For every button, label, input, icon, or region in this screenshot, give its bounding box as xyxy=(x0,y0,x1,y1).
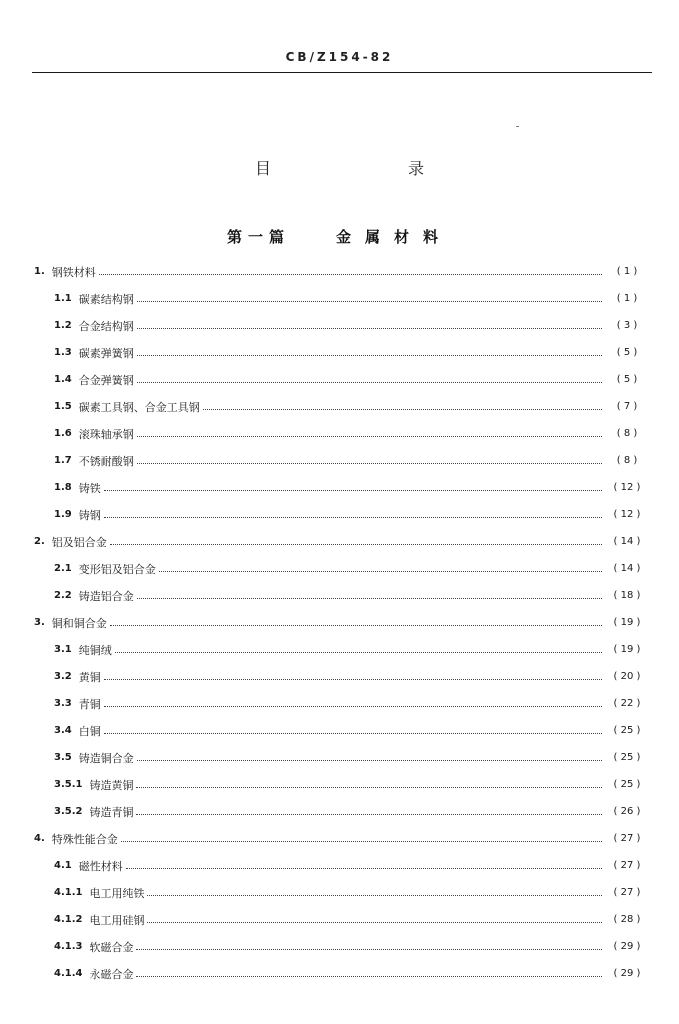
toc-entry-number: 4.1.3 xyxy=(54,941,83,952)
toc-entry-page: ( 29 ) xyxy=(613,968,641,979)
toc-entry[interactable] xyxy=(0,312,679,339)
toc-entry-number: 1.6 xyxy=(54,428,72,439)
toc-entry[interactable] xyxy=(0,393,679,420)
toc-entry[interactable] xyxy=(0,366,679,393)
toc-entry[interactable] xyxy=(0,744,679,771)
dot-leader xyxy=(110,625,602,626)
part-heading xyxy=(0,226,679,247)
toc-entry[interactable] xyxy=(0,879,679,906)
toc-entry-number: 1.1 xyxy=(54,293,72,304)
dot-leader xyxy=(126,868,602,869)
dot-leader xyxy=(137,760,602,761)
toc-entry[interactable] xyxy=(0,420,679,447)
dot-leader xyxy=(110,544,602,545)
table-of-contents xyxy=(0,258,679,987)
toc-entry-title: 磁性材料 xyxy=(78,859,123,873)
toc-entry-title: 铸造黄铜 xyxy=(89,778,134,792)
toc-entry-page: ( 3 ) xyxy=(616,320,638,331)
toc-entry[interactable] xyxy=(0,501,679,528)
toc-entry-number: 2.1 xyxy=(54,563,72,574)
toc-entry-title: 变形铝及铝合金 xyxy=(78,562,156,576)
dot-leader xyxy=(104,490,602,491)
toc-entry-number: 4.1 xyxy=(54,860,72,871)
toc-entry-number: 3.3 xyxy=(54,698,72,709)
toc-entry[interactable] xyxy=(0,690,679,717)
dot-leader xyxy=(104,733,602,734)
document-code: CB/Z154-82 xyxy=(285,50,394,64)
toc-entry-page: ( 25 ) xyxy=(613,752,641,763)
dot-leader xyxy=(137,328,602,329)
dot-leader xyxy=(121,841,602,842)
toc-entry[interactable] xyxy=(0,447,679,474)
toc-entry-page: ( 5 ) xyxy=(616,374,638,385)
toc-entry-title: 铜和铜合金 xyxy=(51,616,107,630)
toc-entry-page: ( 14 ) xyxy=(613,563,641,574)
toc-entry-page: ( 25 ) xyxy=(613,779,641,790)
dot-leader xyxy=(137,436,602,437)
toc-entry-number: 3.2 xyxy=(54,671,72,682)
scan-speck xyxy=(516,126,519,127)
toc-entry-number: 1.7 xyxy=(54,455,72,466)
dot-leader xyxy=(136,814,602,815)
toc-entry-number: 3. xyxy=(34,617,45,628)
toc-entry-number: 4.1.2 xyxy=(54,914,83,925)
dot-leader xyxy=(115,652,602,653)
toc-entry-title: 软磁合金 xyxy=(89,940,134,954)
toc-entry-page: ( 14 ) xyxy=(613,536,641,547)
dot-leader xyxy=(203,409,602,410)
toc-entry-page: ( 12 ) xyxy=(613,509,641,520)
toc-entry-title: 白铜 xyxy=(78,724,101,738)
toc-entry[interactable] xyxy=(0,339,679,366)
toc-entry-title: 碳素弹簧钢 xyxy=(78,346,134,360)
toc-entry-page: ( 19 ) xyxy=(613,617,641,628)
dot-leader xyxy=(147,922,602,923)
toc-entry[interactable] xyxy=(0,852,679,879)
toc-entry-page: ( 5 ) xyxy=(616,347,638,358)
toc-entry-number: 1.4 xyxy=(54,374,72,385)
toc-entry-page: ( 27 ) xyxy=(613,833,641,844)
toc-entry[interactable] xyxy=(0,906,679,933)
toc-entry-title: 纯铜绒 xyxy=(78,643,112,657)
toc-entry[interactable] xyxy=(0,663,679,690)
toc-entry-page: ( 20 ) xyxy=(613,671,641,682)
dot-leader xyxy=(137,355,602,356)
toc-entry[interactable] xyxy=(0,609,679,636)
toc-entry-number: 3.5 xyxy=(54,752,72,763)
toc-entry-page: ( 8 ) xyxy=(616,428,638,439)
toc-entry-page: ( 22 ) xyxy=(613,698,641,709)
dot-leader xyxy=(137,301,602,302)
dot-leader xyxy=(104,706,602,707)
toc-entry[interactable] xyxy=(0,474,679,501)
page-title: 目 录 xyxy=(254,159,491,178)
toc-entry-number: 3.5.2 xyxy=(54,806,83,817)
toc-entry-title: 永磁合金 xyxy=(89,967,134,981)
toc-entry[interactable] xyxy=(0,825,679,852)
toc-entry-title: 钢铁材料 xyxy=(51,265,96,279)
toc-entry[interactable] xyxy=(0,582,679,609)
toc-entry-title: 黄铜 xyxy=(78,670,101,684)
toc-entry-title: 铸造青铜 xyxy=(89,805,134,819)
toc-entry-title: 合金弹簧钢 xyxy=(78,373,134,387)
toc-entry-number: 4.1.4 xyxy=(54,968,83,979)
dot-leader xyxy=(104,679,602,680)
dot-leader xyxy=(147,895,602,896)
toc-entry-number: 1.8 xyxy=(54,482,72,493)
toc-entry-number: 4. xyxy=(34,833,45,844)
toc-entry[interactable] xyxy=(0,933,679,960)
toc-entry-title: 铸造铜合金 xyxy=(78,751,134,765)
toc-entry-page: ( 1 ) xyxy=(616,266,638,277)
toc-entry[interactable] xyxy=(0,285,679,312)
toc-entry-title: 铸钢 xyxy=(78,508,101,522)
dot-leader xyxy=(136,976,602,977)
toc-entry-number: 1.5 xyxy=(54,401,72,412)
toc-entry-page: ( 18 ) xyxy=(613,590,641,601)
toc-entry[interactable] xyxy=(0,717,679,744)
toc-entry-number: 3.5.1 xyxy=(54,779,83,790)
dot-leader xyxy=(137,463,602,464)
toc-entry[interactable] xyxy=(0,555,679,582)
dot-leader xyxy=(99,274,602,275)
toc-entry-title: 铝及铝合金 xyxy=(51,535,107,549)
toc-entry-page: ( 7 ) xyxy=(616,401,638,412)
toc-entry-page: ( 12 ) xyxy=(613,482,641,493)
toc-entry-title: 碳素结构钢 xyxy=(78,292,134,306)
toc-entry-title: 滚珠轴承钢 xyxy=(78,427,134,441)
toc-entry-title: 铸造铝合金 xyxy=(78,589,134,603)
toc-entry[interactable] xyxy=(0,258,679,285)
toc-entry-title: 铸铁 xyxy=(78,481,101,495)
toc-entry-number: 1.9 xyxy=(54,509,72,520)
toc-entry-page: ( 26 ) xyxy=(613,806,641,817)
toc-entry-page: ( 8 ) xyxy=(616,455,638,466)
toc-entry[interactable] xyxy=(0,771,679,798)
toc-entry[interactable] xyxy=(0,960,679,987)
toc-entry-page: ( 27 ) xyxy=(613,887,641,898)
toc-entry-number: 1. xyxy=(34,266,45,277)
toc-entry-title: 碳素工具钢、合金工具钢 xyxy=(78,400,200,414)
dot-leader xyxy=(136,949,602,950)
toc-entry-title: 电工用硅钢 xyxy=(89,913,145,927)
part-name: 金属材料 xyxy=(336,228,453,246)
toc-entry-number: 4.1.1 xyxy=(54,887,83,898)
dot-leader xyxy=(137,598,602,599)
toc-entry-number: 1.2 xyxy=(54,320,72,331)
dot-leader xyxy=(137,382,602,383)
toc-entry-title: 青铜 xyxy=(78,697,101,711)
header-rule xyxy=(32,72,652,73)
part-label: 第一篇 xyxy=(226,228,290,246)
toc-entry-page: ( 25 ) xyxy=(613,725,641,736)
toc-entry-number: 3.1 xyxy=(54,644,72,655)
dot-leader xyxy=(159,571,602,572)
toc-entry-title: 电工用纯铁 xyxy=(89,886,145,900)
toc-entry-number: 1.3 xyxy=(54,347,72,358)
toc-entry-page: ( 29 ) xyxy=(613,941,641,952)
toc-entry[interactable] xyxy=(0,636,679,663)
toc-entry-title: 特殊性能合金 xyxy=(51,832,118,846)
toc-entry-title: 不锈耐酸钢 xyxy=(78,454,134,468)
toc-entry-number: 2. xyxy=(34,536,45,547)
toc-entry-page: ( 27 ) xyxy=(613,860,641,871)
toc-entry-number: 2.2 xyxy=(54,590,72,601)
toc-entry-title: 合金结构钢 xyxy=(78,319,134,333)
toc-entry[interactable] xyxy=(0,798,679,825)
dot-leader xyxy=(136,787,602,788)
toc-entry-page: ( 1 ) xyxy=(616,293,638,304)
toc-entry-number: 3.4 xyxy=(54,725,72,736)
toc-entry[interactable] xyxy=(0,528,679,555)
toc-entry-page: ( 28 ) xyxy=(613,914,641,925)
toc-entry-page: ( 19 ) xyxy=(613,644,641,655)
dot-leader xyxy=(104,517,602,518)
